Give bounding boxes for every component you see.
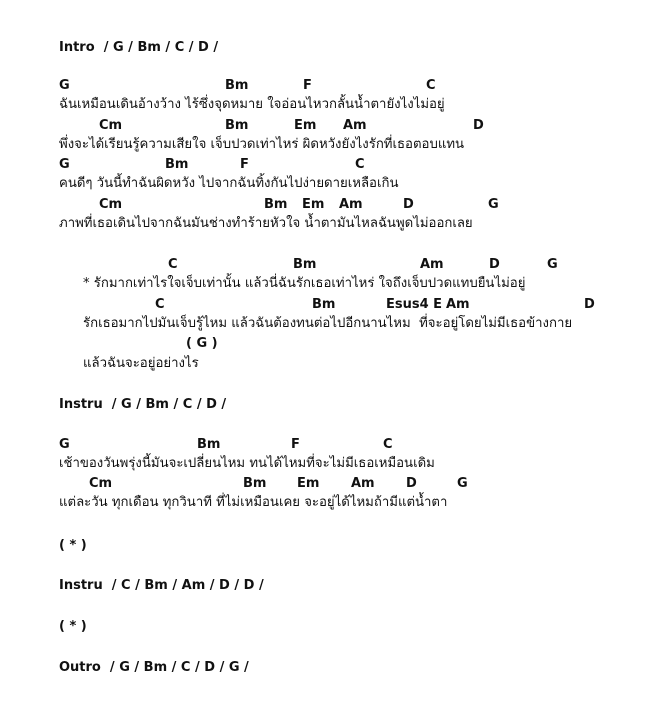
chord-label: Bm	[264, 197, 288, 212]
chord-label: Bm	[225, 118, 249, 133]
chord-label: Cm	[99, 118, 123, 133]
chord-label: Em	[294, 118, 317, 133]
lyric-line: ฉันเหมือนเดินอ้างว้าง ไร้ซึ่งจุดหมาย ใจอ่อนไหวกลั้นน้ำตายังไงไม่อยู่	[59, 97, 445, 112]
chord-label: Cm	[99, 197, 123, 212]
chord-label: Bm	[243, 476, 267, 491]
chord-label: C	[426, 78, 436, 93]
chord-label: Am	[446, 297, 470, 312]
lyric-line: แล้วฉันจะอยู่อย่างไร	[83, 356, 199, 371]
chord-label: Bm	[312, 297, 336, 312]
chord-label: Am	[351, 476, 375, 491]
chord-label: D	[489, 257, 500, 272]
chorus-repeat-marker: ( * )	[59, 538, 87, 553]
chord-label: Bm	[165, 157, 189, 172]
lyric-line: เช้าของวันพรุ่งนี้มันจะเปลี่ยนไหม ทนได้ไหมที่จะไม่มีเธอเหมือนเดิม	[59, 456, 435, 471]
chord-label: C	[168, 257, 178, 272]
chord-label: Esus4 E	[386, 297, 443, 312]
chord-label: F	[291, 437, 300, 452]
intro-line: Intro / G / Bm / C / D /	[59, 40, 219, 55]
chord-label: Am	[343, 118, 367, 133]
chord-label: C	[383, 437, 393, 452]
lyric-line: พึ่งจะได้เรียนรู้ความเสียใจ เจ็บปวดเท่าไหร่ ผิดหวังยังไงรักที่เธอตอบแทน	[59, 137, 465, 152]
chord-label: D	[406, 476, 417, 491]
instru-line: Instru / C / Bm / Am / D / D /	[59, 578, 264, 593]
lyric-line: แต่ละวัน ทุกเดือน ทุกวินาที ที่ไม่เหมือนเคย จะอยู่ได้ไหมถ้ามีแต่น้ำตา	[59, 495, 448, 510]
outro-line: Outro / G / Bm / C / D / G /	[59, 660, 249, 675]
chord-label: Bm	[197, 437, 221, 452]
chord-label: D	[584, 297, 595, 312]
chord-label: C	[355, 157, 365, 172]
chord-label: D	[403, 197, 414, 212]
chord-label: G	[547, 257, 558, 272]
chord-label: G	[488, 197, 499, 212]
chord-label: F	[303, 78, 312, 93]
instru-line: Instru / G / Bm / C / D /	[59, 397, 227, 412]
chorus-repeat-marker: ( * )	[59, 619, 87, 634]
chord-label: Em	[297, 476, 320, 491]
chord-label: G	[59, 157, 70, 172]
chord-label: D	[473, 118, 484, 133]
chord-label: Bm	[293, 257, 317, 272]
lyric-line: คนดีๆ วันนี้ทำฉันผิดหวัง ไปจากฉันทิ้งกันไปง่ายดายเหลือเกิน	[59, 176, 399, 191]
chord-label: Cm	[89, 476, 113, 491]
chord-label: F	[240, 157, 249, 172]
chord-label: G	[457, 476, 468, 491]
lyric-line: ภาพที่เธอเดินไปจากฉันมันช่างทำร้ายหัวใจ น้ำตามันไหลฉันพูดไม่ออกเลย	[59, 216, 473, 231]
chord-label: Bm	[225, 78, 249, 93]
chord-label: ( G )	[186, 336, 218, 351]
lyric-line: * รักมากเท่าไรใจเจ็บเท่านั้น แล้วนี่ฉันรักเธอเท่าไหร่ ใจถึงเจ็บปวดแทบยืนไม่อยู่	[83, 276, 526, 291]
chord-label: Em	[302, 197, 325, 212]
chord-label: Am	[420, 257, 444, 272]
chord-label: Am	[339, 197, 363, 212]
lyric-line: รักเธอมากไปมันเจ็บรู้ไหม แล้วฉันต้องทนต่อไปอีกนานไหม ที่จะอยู่โดยไม่มีเธอข้างกาย	[83, 316, 573, 331]
chord-label: G	[59, 437, 70, 452]
chord-label: C	[155, 297, 165, 312]
chord-label: G	[59, 78, 70, 93]
